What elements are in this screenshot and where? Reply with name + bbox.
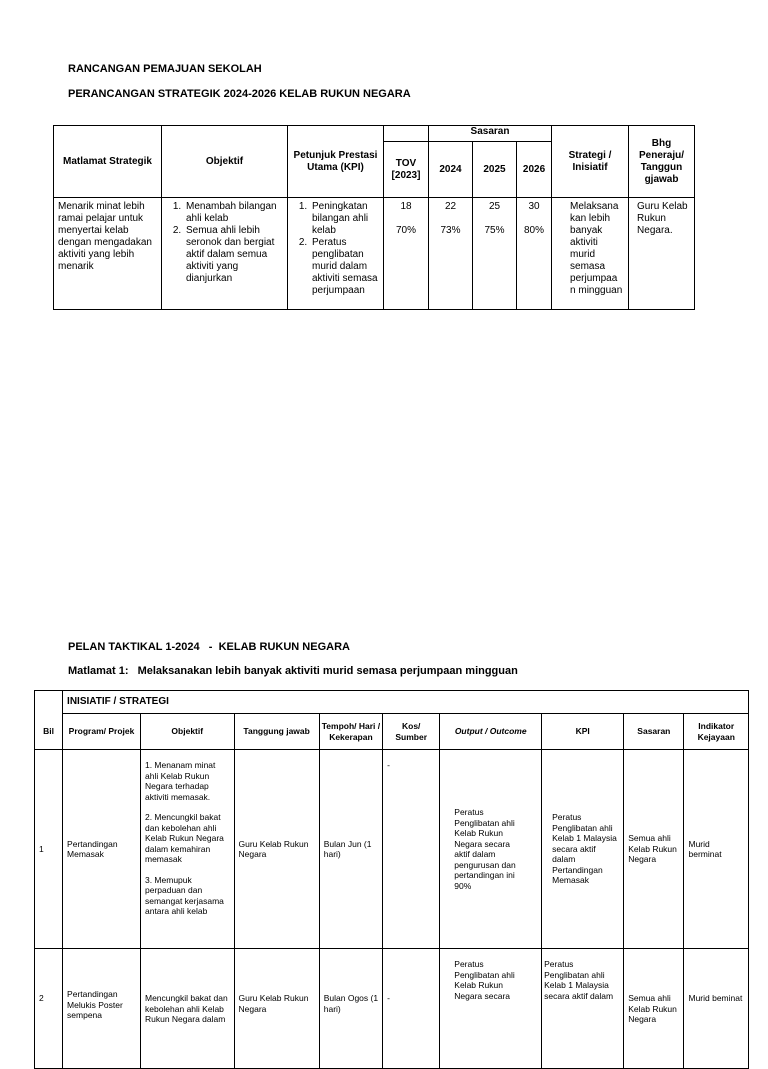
- cell-kpi: [288, 198, 384, 310]
- tactical-plan-title: PELAN TAKTIKAL 1-2024 - KELAB RUKUN NEGARA: [68, 641, 350, 653]
- cell-objektif: Mencungkil bakat dan kebolehan ahli Kelab Rukun Negara dalam: [140, 949, 234, 1069]
- cell-kos: -: [383, 750, 440, 949]
- doc-title: RANCANGAN PEMAJUAN SEKOLAH: [68, 63, 262, 75]
- cell-2025: [473, 198, 517, 310]
- header-indikator: Indikator Kejayaan: [684, 714, 749, 750]
- cell-objektif: [140, 750, 234, 949]
- target-2025-count: 25: [488, 201, 501, 212]
- header-tempoh: Tempoh/ Hari / Kekerapan: [319, 714, 382, 750]
- header-kos: Kos/ Sumber: [383, 714, 440, 750]
- header-bhg: Bhg Peneraju/ Tanggun gjawab: [629, 126, 695, 198]
- header-blank: [384, 126, 429, 142]
- target-2024-percent: 73%: [440, 225, 461, 236]
- strategic-plan-table: [53, 125, 695, 310]
- list-item: 2. Semua ahli lebih seronok dan bergiat aktif dalam semua aktiviti yang dianjurkan: [184, 225, 283, 285]
- cell-bhg: Guru Kelab Rukun Negara.: [629, 198, 695, 310]
- header-output: Output / Outcome: [440, 714, 542, 750]
- cell-indikator: Murid beminat: [684, 949, 749, 1069]
- header-tov: TOV [2023]: [384, 142, 429, 198]
- cell-bil: 1: [35, 750, 63, 949]
- cell-program: Pertandingan Melukis Poster sempena: [63, 949, 141, 1069]
- matlamat-text: Melaksanakan lebih banyak aktiviti murid semasa perjumpaan mingguan: [137, 665, 518, 677]
- header-bil: Bil: [35, 714, 63, 750]
- cell-kpi: Peratus Penglibatan ahli Kelab 1 Malaysia secara aktif dalam: [542, 949, 624, 1069]
- strategic-plan-title: PERANCANGAN STRATEGIK 2024-2026 KELAB RUKUN NEGARA: [68, 88, 411, 100]
- header-sasaran: Sasaran: [429, 126, 552, 142]
- header-inisiatif-strategi: INISIATIF / STRATEGI: [63, 691, 749, 714]
- header-strategi: Strategi / Inisiatif: [552, 126, 629, 198]
- target-2026-count: 30: [528, 201, 540, 212]
- header-2025: 2025: [473, 142, 517, 198]
- cell-bil: 2: [35, 949, 63, 1069]
- cell-program: Pertandingan Memasak: [63, 750, 141, 949]
- cell-sasaran: Semua ahli Kelab Rukun Negara: [624, 750, 684, 949]
- cell-tempoh: Bulan Ogos (1 hari): [319, 949, 382, 1069]
- cell-objektif: [162, 198, 288, 310]
- matlamat-label: Matlamat 1:: [68, 665, 129, 677]
- list-item: 2. Mencungkil bakat dan kebolehan ahli Kelab Rukun Negara dalam kemahiran memasak: [144, 812, 224, 864]
- tactical-plan-table: [34, 690, 749, 1069]
- list-item: 1. Peningkatan bilangan ahli kelab: [310, 201, 379, 237]
- header-kpi: KPI: [542, 714, 624, 750]
- header-sasaran: Sasaran: [624, 714, 684, 750]
- cell-kos: -: [383, 949, 440, 1069]
- table-row: [35, 750, 749, 949]
- cell-kpi: Peratus Penglibatan ahli Kelab 1 Malaysia secara aktif dalam Pertandingan Memasak: [542, 750, 624, 949]
- list-item: 3. Memupuk perpaduan dan semangat kerjasama antara ahli kelab: [144, 874, 224, 916]
- cell-sasaran: Semua ahli Kelab Rukun Negara: [624, 949, 684, 1069]
- target-2025-percent: 75%: [484, 225, 505, 236]
- cell-tempoh: Bulan Jun (1 hari): [319, 750, 382, 949]
- header-2026: 2026: [517, 142, 552, 198]
- list-item: 1. Menanam minat ahli Kelab Rukun Negara terhadap aktiviti memasak.: [144, 760, 216, 802]
- tov-count: 18: [400, 201, 412, 212]
- header-blank: [35, 691, 63, 714]
- cell-strategi: Melaksana kan lebih banyak aktiviti murid semasa perjumpaa n mingguan: [552, 198, 629, 310]
- list-item: 1. Menambah bilangan ahli kelab: [184, 201, 283, 225]
- cell-tov: [384, 198, 429, 310]
- matlamat-line: [68, 665, 518, 677]
- header-kpi: Petunjuk Prestasi Utama (KPI): [288, 126, 384, 198]
- table-row: [35, 949, 749, 1069]
- table-row: [54, 198, 695, 310]
- header-program: Program/ Projek: [63, 714, 141, 750]
- list-item: 2. Peratus penglibatan murid dalam aktiviti semasa perjumpaan: [310, 237, 379, 297]
- cell-tanggung: Guru Kelab Rukun Negara: [234, 949, 319, 1069]
- header-objektif: Objektif: [140, 714, 234, 750]
- cell-matlamat: Menarik minat lebih ramai pelajar untuk menyertai kelab dengan mengadakan aktiviti yang lebih menarik: [54, 198, 162, 310]
- header-tanggung: Tanggung jawab: [234, 714, 319, 750]
- header-objektif: Objektif: [162, 126, 288, 198]
- cell-output: Peratus Penglibatan ahli Kelab Rukun Negara secara aktif dalam pengurusan dan pertandingan ini 90%: [440, 750, 542, 949]
- header-matlamat: Matlamat Strategik: [54, 126, 162, 198]
- target-2026-percent: 80%: [524, 225, 545, 236]
- cell-output: Peratus Penglibatan ahli Kelab Rukun Negara secara: [440, 949, 542, 1069]
- cell-tanggung: Guru Kelab Rukun Negara: [234, 750, 319, 949]
- cell-2024: [429, 198, 473, 310]
- cell-indikator: Murid berminat: [684, 750, 749, 949]
- tov-percent: 70%: [395, 225, 416, 236]
- target-2024-count: 22: [444, 201, 457, 212]
- cell-2026: [517, 198, 552, 310]
- header-2024: 2024: [429, 142, 473, 198]
